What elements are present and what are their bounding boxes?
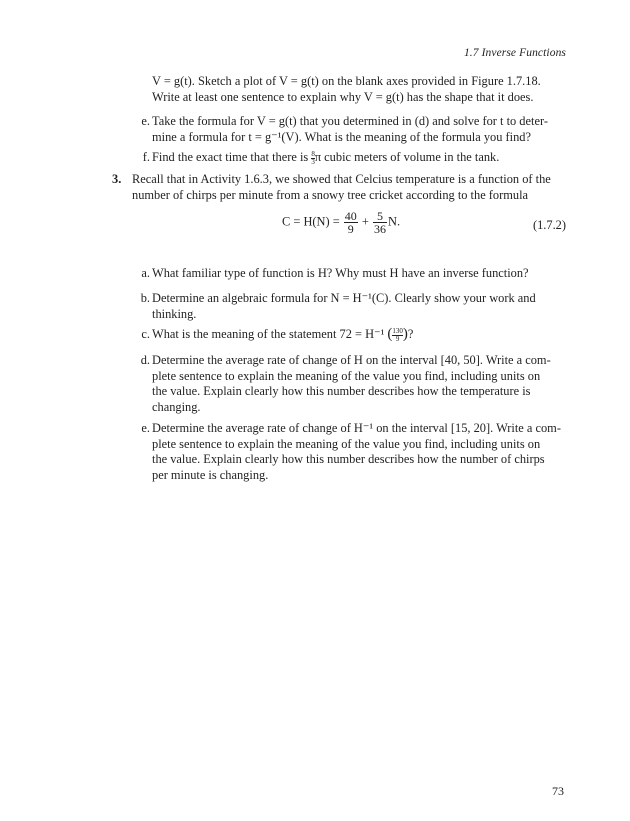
list-label: f. xyxy=(142,150,150,164)
list-item-c-text-end: ? xyxy=(407,327,414,341)
list-item-d-line-2: plete sentence to explain the meaning of the value you find, including units on xyxy=(152,368,541,383)
equation-lhs: C = H(N) = xyxy=(282,214,340,229)
list-item-f-text: Find the exact time that there is xyxy=(152,150,309,164)
equation-number: (1.7.2) xyxy=(532,218,566,232)
list-label: b. xyxy=(140,291,150,305)
fraction-denominator: 9 xyxy=(347,222,354,236)
list-item-d-line-3: the value. Explain clearly how this number describes how the temperature is xyxy=(152,384,531,399)
page-number: 73 xyxy=(552,784,564,798)
list-item-e2-line-4: per minute is changing. xyxy=(152,467,269,482)
list-item-e2-line-1: Determine the average rate of change of H⁻¹ on the interval [15, 20]. Write a com- xyxy=(152,421,561,435)
list-item-d-line-4: changing. xyxy=(152,399,201,414)
fraction-denominator: 36 xyxy=(374,222,387,236)
list-item-a-text: What familiar type of function is H? Why must H have an inverse function? xyxy=(152,266,529,280)
list-item-d-line-1: Determine the average rate of change of H on the interval [40, 50]. Write a com- xyxy=(152,353,551,367)
display-equation xyxy=(0,210,630,244)
list-item-c-text: What is the meaning of the statement 72 = H⁻¹ xyxy=(152,327,385,341)
continuation-paragraph xyxy=(152,74,566,105)
problem-number: 3. xyxy=(112,172,122,186)
fraction-denominator: 9 xyxy=(395,334,400,343)
list-label: e. xyxy=(141,421,150,435)
equation-rhs: N. xyxy=(388,214,401,229)
fraction-one-thirty-ninths xyxy=(392,328,403,343)
list-item-e-line-2: mine a formula for t = g⁻¹(V). What is the meaning of the formula you find? xyxy=(152,129,531,144)
list-item-b-line-1: Determine an algebraic formula for N = H⁻¹(C). Clearly show your work and xyxy=(152,291,536,305)
list-item-e-line-1: Take the formula for V = g(t) that you determined in (d) and solve for t to deter- xyxy=(152,114,548,128)
list-label: e. xyxy=(141,114,150,128)
list-item-e2-line-3: the value. Explain clearly how this number describes how the number of chirps xyxy=(152,452,545,467)
fraction-numerator: 40 xyxy=(344,209,357,223)
running-title: 1.7 Inverse Functions xyxy=(463,47,566,59)
list-label: d. xyxy=(140,353,150,367)
problem-3-line-1: Recall that in Activity 1.6.3, we showed that Celcius temperature is a function of the xyxy=(132,172,551,186)
fraction-numerator: 130 xyxy=(392,326,403,335)
continuation-line-1: V = g(t). Sketch a plot of V = g(t) on the blank axes provided in Figure 1.7.18. xyxy=(152,74,541,88)
fraction-numerator: 5 xyxy=(373,210,387,223)
list-label: c. xyxy=(141,327,150,341)
paren-close: ) xyxy=(402,326,408,342)
paren-open: ( xyxy=(387,326,393,342)
fraction-five-thirty-sixths xyxy=(373,210,387,235)
equation-plus: + xyxy=(361,214,369,229)
problem-3-line-2: number of chirps per minute from a snowy tree cricket according to the formula xyxy=(132,187,529,202)
fraction-forty-ninths xyxy=(344,210,358,235)
list-label: a. xyxy=(141,266,150,280)
continuation-line-2: Write at least one sentence to explain why V = g(t) has the shape that it does. xyxy=(152,89,534,104)
fraction-numerator: 8 xyxy=(311,149,315,158)
list-item-b-line-2: thinking. xyxy=(152,306,197,321)
list-item-e2-line-2: plete sentence to explain the meaning of the value you find, including units on xyxy=(152,436,541,451)
fraction-denominator: 3 xyxy=(311,157,315,166)
list-item-f-text-end: π cubic meters of volume in the tank. xyxy=(314,150,500,164)
